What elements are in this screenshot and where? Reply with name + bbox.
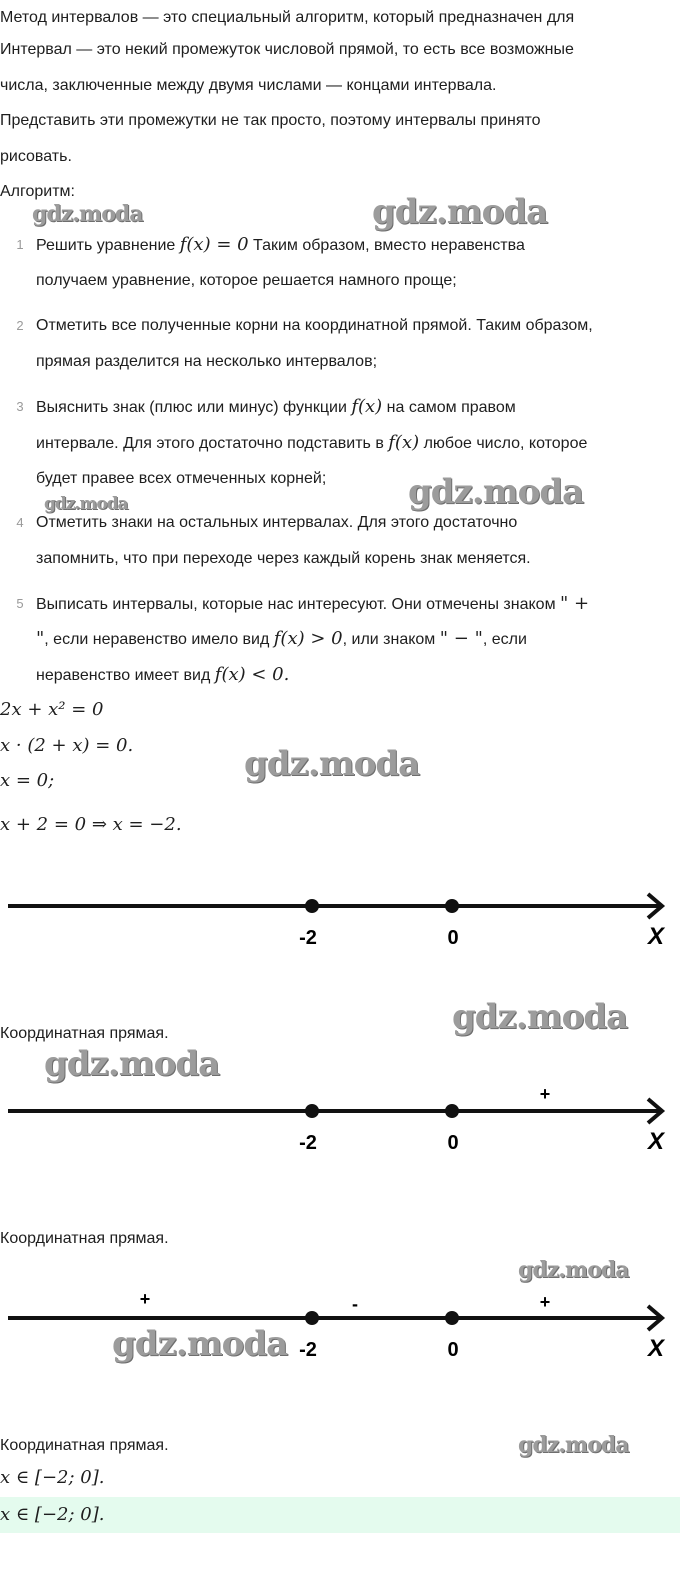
number-line-3 (0, 1285, 680, 1365)
caption: Координатная прямая. (0, 1437, 169, 1454)
step-1-line-2: получаем уравнение, которое решается намного проще; (36, 272, 457, 289)
math-inline: f(x) (388, 432, 420, 453)
watermark: gdz.moda (452, 997, 628, 1037)
sign-label: + (539, 1292, 551, 1312)
watermark: gdz.moda (518, 1432, 629, 1458)
tick-label: -2 (299, 1339, 317, 1361)
intro-line-2: Интервал — это некий промежуток числовой прямой, то есть все возможные (0, 41, 574, 58)
step-number: 4 (16, 515, 24, 530)
equation-4: x + 2 = 0 ⇒ x = −2. (0, 814, 182, 835)
step-3-line-2: интервале. Для этого достаточно подставить в f(x) любое число, которое (36, 432, 588, 453)
result-line: x ∈ [−2; 0]. (0, 1467, 105, 1488)
point-marker (445, 1311, 459, 1325)
watermark: gdz.moda (372, 192, 548, 232)
step-3-line-3: будет правее всех отмеченных корней; (36, 470, 327, 487)
watermark: gdz.moda (32, 201, 143, 227)
step-5-line-2: ", если неравенство имело вид f(x) > 0, или знаком " − ", если (36, 628, 527, 649)
equation-1: 2x + x² = 0 (0, 699, 104, 720)
answer-line: x ∈ [−2; 0]. (0, 1504, 105, 1525)
equation-2: x · (2 + x) = 0. (0, 735, 134, 756)
step-number: 2 (16, 318, 24, 333)
sign-label: - (352, 1294, 358, 1314)
intro-line-3: числа, заключенные между двумя числами — концами интервала. (0, 77, 497, 94)
caption: Координатная прямая. (0, 1230, 169, 1247)
axis-label: X (647, 1128, 665, 1155)
step-number: 5 (16, 596, 24, 611)
tick-label: 0 (447, 927, 459, 949)
step-5-line-1: Выписать интервалы, которые нас интересуют. Они отмечены знаком " + (36, 593, 590, 614)
math-inline: " + (560, 593, 590, 614)
number-line-2 (0, 1080, 680, 1160)
sign-label: + (139, 1289, 151, 1309)
tick-label: -2 (299, 1132, 317, 1154)
step-3-line-1: Выяснить знак (плюс или минус) функции f(x) на самом правом (36, 396, 516, 417)
algorithm-heading: Алгоритм: (0, 183, 75, 200)
axis-label: X (647, 923, 665, 950)
step-1-line-1: Решить уравнение f(x) = 0 Таким образом, вместо неравенства (36, 234, 525, 255)
step-number: 3 (16, 399, 24, 414)
step-4-line-2: запомнить, что при переходе через каждый корень знак меняется. (36, 550, 531, 567)
tick-label: 0 (447, 1132, 459, 1154)
intro-line-5: рисовать. (0, 148, 72, 165)
math-inline: f(x) = 0 (179, 234, 249, 255)
axis-label: X (647, 1335, 665, 1362)
watermark: gdz.moda (408, 472, 584, 512)
point-marker (445, 1104, 459, 1118)
step-2-line-2: прямая разделится на несколько интервалов; (36, 353, 378, 370)
point-marker (445, 899, 459, 913)
number-line-1 (0, 880, 680, 950)
watermark: gdz.moda (44, 1044, 220, 1084)
step-4-line-1: Отметить знаки на остальных интервалах. Для этого достаточно (36, 514, 518, 531)
intro-line-1: Метод интервалов — это специальный алгоритм, который предназначен для (0, 9, 575, 26)
watermark: gdz.moda (518, 1257, 629, 1283)
tick-label: -2 (299, 927, 317, 949)
math-inline: f(x) > 0 (273, 628, 343, 649)
intro-line-4: Представить эти промежутки не так просто, поэтому интервалы принято (0, 112, 541, 129)
step-2-line-1: Отметить все полученные корни на координатной прямой. Таким образом, (36, 317, 593, 334)
point-marker (305, 899, 319, 913)
math-inline: f(x) < 0. (214, 664, 290, 685)
tick-label: 0 (447, 1339, 459, 1361)
caption: Координатная прямая. (0, 1025, 169, 1042)
step-5-line-3: неравенство имеет вид f(x) < 0. (36, 664, 290, 685)
watermark: gdz.moda (44, 494, 128, 514)
point-marker (305, 1104, 319, 1118)
point-marker (305, 1311, 319, 1325)
step-number: 1 (16, 237, 24, 252)
watermark: gdz.moda (244, 744, 420, 784)
equation-3: x = 0; (0, 770, 55, 791)
sign-label: + (539, 1084, 551, 1104)
math-inline: f(x) (351, 396, 383, 417)
watermark: gdz.moda (112, 1324, 288, 1364)
